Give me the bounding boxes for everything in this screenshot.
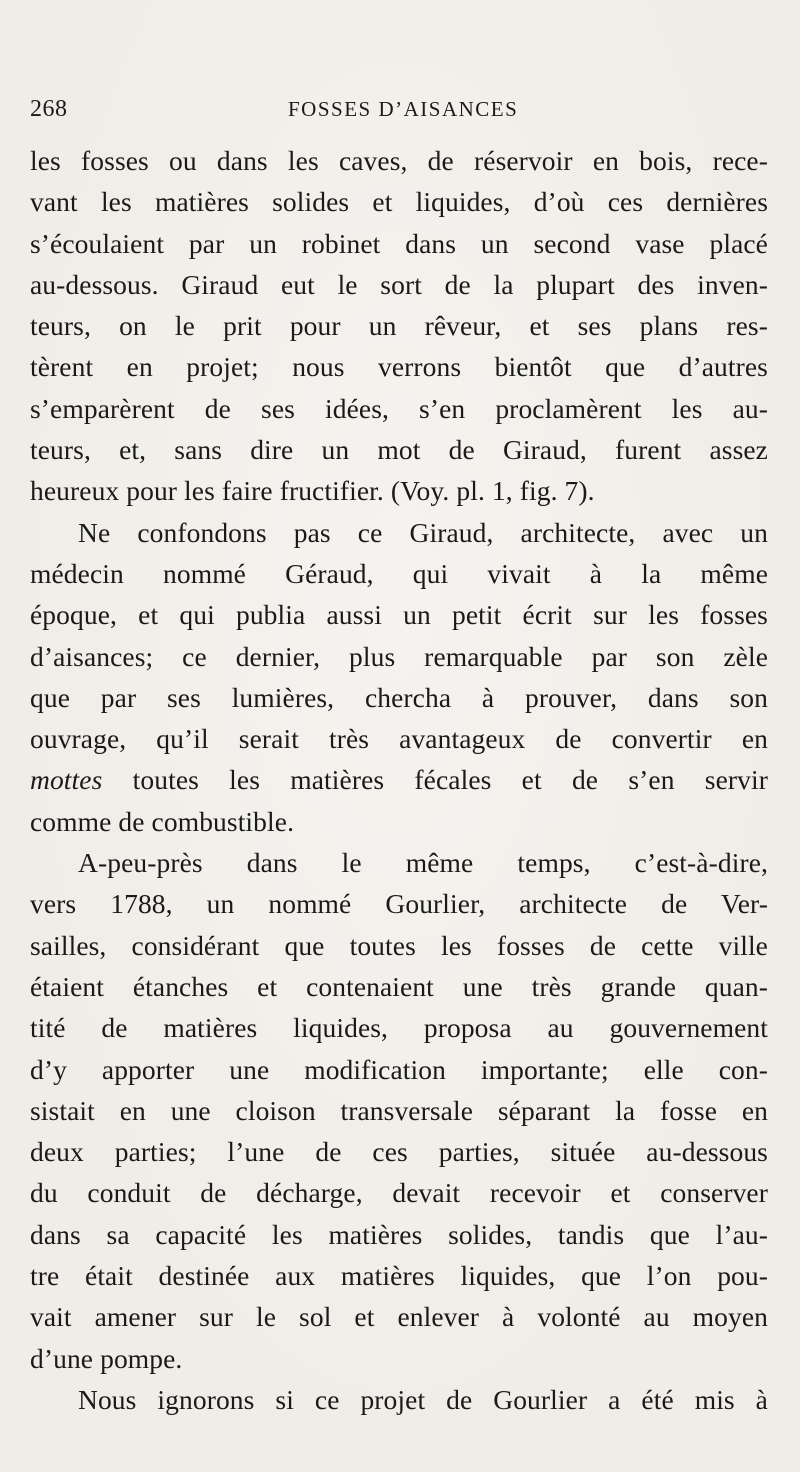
text-line: comme de combustible. [30, 805, 295, 837]
text-line: s’emparèrent de ses idées, s’en proclamèrent les au- [30, 392, 768, 424]
text-line: deux parties; l’une de ces parties, située au-dessous [30, 1136, 768, 1168]
text-line: vers 1788, un nommé Gourlier, architecte de Ver- [30, 888, 768, 920]
text-line: tèrent en projet; nous verrons bientôt que d’autres [30, 351, 768, 383]
body-text [30, 140, 768, 1420]
text-line: s’écoulaient par un robinet dans un second vase placé [30, 227, 768, 259]
text-line: dans sa capacité les matières solides, tandis que l’au- [30, 1218, 768, 1250]
text-line: du conduit de décharge, devait recevoir et conserver [30, 1177, 768, 1209]
text-line: étaient étanches et contenaient une très grande quan- [30, 970, 768, 1002]
text-line: heureux pour les faire fructifier. (Voy. pl. 1, fig. 7). [30, 475, 595, 507]
text-line: ouvrage, qu’il serait très avantageux de convertir en [30, 723, 768, 755]
text-line: d’aisances; ce dernier, plus remarquable par son zèle [30, 640, 768, 672]
text-line: teurs, et, sans dire un mot de Giraud, furent assez [30, 434, 768, 466]
text-line: les fosses ou dans les caves, de réservoir en bois, rece- [30, 145, 768, 176]
text-line: que par ses lumières, chercha à prouver, dans son [30, 681, 768, 713]
text-line: d’une pompe. [30, 1342, 183, 1374]
text-line: au-dessous. Giraud eut le sort de la plupart des inven- [30, 268, 768, 300]
running-head: FOSSES D’AISANCES [288, 97, 519, 121]
paragraph-start: A-peu-près dans le même temps, c’est-à-dire, [78, 847, 768, 879]
text-line-rest: toutes les matières fécales et de s’en servir [132, 764, 768, 796]
text-line: sailles, considérant que toutes les fosses de cette ville [30, 929, 768, 961]
text-line: médecin nommé Géraud, qui vivait à la même [30, 557, 768, 589]
text-line: tité de matières liquides, proposa au gouvernement [30, 1012, 768, 1044]
paragraph-start: Ne confondons pas ce Giraud, architecte, avec un [78, 516, 768, 548]
text-line: vant les matières solides et liquides, d’où ces dernières [30, 186, 768, 218]
paragraph-start: Nous ignorons si ce projet de Gourlier a été mis à [78, 1383, 768, 1415]
page-number: 268 [30, 96, 68, 122]
text-line: d’y apporter une modification importante; elle con- [30, 1053, 768, 1085]
page-header [30, 96, 770, 130]
italic-word: mottes [30, 764, 103, 796]
text-line: vait amener sur le sol et enlever à volonté au moyen [30, 1301, 768, 1333]
text-line: teurs, on le prit pour un rêveur, et ses plans res- [30, 310, 768, 342]
text-line: tre était destinée aux matières liquides, que l’on pou- [30, 1260, 768, 1292]
text-line-with-italic [30, 759, 768, 800]
text-line: sistait en une cloison transversale séparant la fosse en [30, 1094, 768, 1126]
text-line: époque, et qui publia aussi un petit écrit sur les fosses [30, 599, 768, 631]
